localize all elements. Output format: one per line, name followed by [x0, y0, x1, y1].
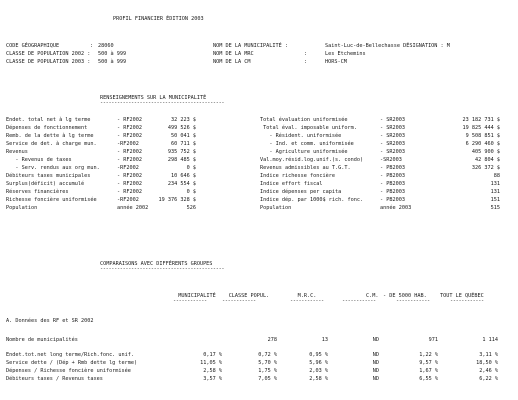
info-left-value: 10 646 $ — [171, 173, 196, 179]
info-left-value: 298 485 $ — [167, 157, 196, 163]
cm-sep: : — [304, 59, 308, 65]
info-right-label: Indice richesse foncière — [260, 173, 335, 179]
info-left-value: 50 041 $ — [171, 133, 196, 139]
info-right-value: 131 — [490, 189, 500, 195]
compare-row-label: Service dette / (Dép + Rmb dette lg terme) — [6, 360, 138, 366]
info-right-value: 151 — [490, 197, 500, 203]
mrc-value: Les Etchemins — [325, 51, 366, 57]
info-left-value: 32 223 $ — [171, 117, 196, 123]
info-left-source: année 2002 — [117, 205, 149, 211]
section-info-title: RENSEIGNEMENTS SUR LA MUNICIPALITÉ — [100, 95, 207, 101]
info-right-source: - PB2003 — [380, 189, 405, 195]
compare-row-value: ND — [372, 352, 379, 358]
info-left-value: 19 376 328 $ — [158, 197, 196, 203]
info-right-label: - Agriculture uniformisée — [260, 149, 348, 155]
compare-row-value: 1,67 % — [419, 368, 438, 374]
info-left-label: Service de det. à charge mun. — [6, 141, 97, 147]
info-left-source: -RF2002 — [117, 197, 139, 203]
class-2002-value: 500 à 999 — [98, 51, 127, 57]
info-left-label: Réserves financières — [6, 189, 69, 195]
col-underline-classe: ------------ — [222, 299, 256, 303]
info-left-value: 935 752 $ — [167, 149, 196, 155]
info-right-label: Indice effort fiscal — [260, 181, 323, 187]
section-compare-title: COMPARAISONS AVEC DIFFÉRENTS GROUPES — [100, 261, 213, 267]
info-left-source: - RF2002 — [117, 117, 142, 123]
code-geo-sep: : — [90, 43, 94, 49]
info-right-source: - PB2003 — [380, 165, 405, 171]
info-left-source: - RF2002 — [117, 181, 142, 187]
compare-row-value: 1,22 % — [419, 352, 438, 358]
count-value: 278 — [267, 337, 277, 343]
info-right-label: Population — [260, 205, 292, 211]
compare-row-value: 6,22 % — [479, 376, 498, 382]
info-right-source: -SR2003 — [380, 157, 402, 163]
info-left-label: Population — [6, 205, 38, 211]
info-right-source: - SR2003 — [380, 149, 405, 155]
info-right-value: 131 — [490, 181, 500, 187]
info-right-source: - PB2003 — [380, 173, 405, 179]
count-value: 13 — [321, 337, 328, 343]
col-underline-cm: ------------ — [342, 299, 376, 303]
info-right-value: 515 — [490, 205, 500, 211]
info-left-value: 499 526 $ — [167, 125, 196, 131]
compare-row-value: ND — [372, 376, 379, 382]
info-left-label: Débiteurs taxes municipales — [6, 173, 91, 179]
info-right-value: 88 — [493, 173, 500, 179]
compare-row-value: 0,95 % — [309, 352, 328, 358]
compare-row-value: 0,72 % — [258, 352, 277, 358]
compare-row-value: 0,17 % — [203, 352, 222, 358]
mrc-label: NOM DE LA MRC — [213, 51, 254, 57]
col-header-quebec: TOUT LE QUÉBEC — [440, 293, 484, 299]
info-left-source: - RF2002 — [117, 149, 142, 155]
info-right-source: - SR2003 — [380, 133, 405, 139]
mrc-sep: : — [304, 51, 308, 57]
info-right-value: 9 508 851 $ — [465, 133, 500, 139]
cm-label: NOM DE LA CM — [213, 59, 251, 65]
section-info-underline: -------------------------------------------- — [100, 101, 225, 105]
compare-row-value: 7,05 % — [258, 376, 277, 382]
col-underline-municipalite: ------------ — [173, 299, 207, 303]
info-left-label: Surplus(déficit) accumulé — [6, 181, 85, 187]
info-left-label: Endet. total net à lg terme — [6, 117, 91, 123]
info-right-label: Revenus admissibles au T.G.T. — [260, 165, 351, 171]
col-underline-quebec: ------------ — [450, 299, 484, 303]
compare-row-value: 2,58 % — [309, 376, 328, 382]
compare-row-label: Dépenses / Richesse foncière uniformisée — [6, 368, 131, 374]
info-right-value: 23 182 731 $ — [462, 117, 500, 123]
code-geo-value: 28060 — [98, 43, 114, 49]
info-right-value: 6 290 460 $ — [465, 141, 500, 147]
count-value: 1 114 — [482, 337, 498, 343]
info-right-value: 19 825 444 $ — [462, 125, 500, 131]
info-right-source: - SR2003 — [380, 125, 405, 131]
info-left-value: 0 $ — [186, 165, 196, 171]
municipality-label: NOM DE LA MUNICIPALITÉ : — [213, 43, 288, 49]
code-geo-label: CODE GÉOGRAPHIQUE — [6, 43, 60, 49]
info-right-source: - SR2003 — [380, 141, 405, 147]
compare-row-label: Endet.tot.net long terme/Rich.fonc. unif. — [6, 352, 135, 358]
info-left-label: - Revenus de taxes — [6, 157, 72, 163]
col-underline-hab: ------------ — [396, 299, 430, 303]
compare-row-value: 5,70 % — [258, 360, 277, 366]
col-header-cm: C.M. — [366, 293, 379, 299]
info-right-source: - PB2003 — [380, 181, 405, 187]
subsection-a-title: A. Données des RF et SR 2002 — [6, 318, 94, 324]
compare-row-value: ND — [372, 368, 379, 374]
info-left-value: 0 $ — [186, 189, 196, 195]
info-right-label: Total évaluation uniformisée — [260, 117, 348, 123]
compare-row-value: ND — [372, 360, 379, 366]
compare-row-value: 9,57 % — [419, 360, 438, 366]
page-title: PROFIL FINANCIER ÉDITION 2003 — [113, 16, 204, 22]
col-header-classe: CLASSE POPUL. — [228, 293, 270, 299]
class-2003-value: 500 à 999 — [98, 59, 127, 65]
info-left-source: -RF2002 — [117, 165, 139, 171]
info-left-source: - RF2002 — [117, 133, 142, 139]
info-left-label: Remb. de la dette à lg terme — [6, 133, 94, 139]
info-left-label: - Serv. rendus aux org mun. — [6, 165, 100, 171]
class-2003-label: CLASSE DE POPULATION 2003 : — [6, 59, 91, 65]
cm-value: HORS-CM — [325, 59, 347, 65]
municipality-value: Saint-Luc-de-Bellechasse DÉSIGNATION : M — [325, 43, 450, 49]
count-value: 971 — [428, 337, 438, 343]
info-right-label: Total éval. imposable uniform. — [260, 125, 357, 131]
info-right-label: Indice dép. par 1000$ rich. fonc. — [260, 197, 364, 203]
compare-row-label: Débiteurs taxes / Revenus taxes — [6, 376, 103, 382]
info-right-label: - Ind. et comm. uniformisée — [260, 141, 354, 147]
info-left-value: 526 — [186, 205, 196, 211]
count-value: ND — [372, 337, 379, 343]
info-right-label: Val.moy.résid.log.unif.(s. condo) — [260, 157, 364, 163]
compare-row-value: 6,55 % — [419, 376, 438, 382]
compare-row-value: 5,96 % — [309, 360, 328, 366]
info-left-value: 60 711 $ — [171, 141, 196, 147]
class-2002-label: CLASSE DE POPULATION 2002 : — [6, 51, 91, 57]
info-right-value: 405 900 $ — [471, 149, 500, 155]
compare-row-value: 3,11 % — [479, 352, 498, 358]
section-compare-underline: -------------------------------------------- — [100, 267, 225, 271]
info-left-label: Dépenses de fonctionnement — [6, 125, 88, 131]
info-left-source: -RF2002 — [117, 141, 139, 147]
compare-row-value: 11,05 % — [200, 360, 222, 366]
info-left-source: - RF2002 — [117, 157, 142, 163]
compare-row-value: 3,57 % — [203, 376, 222, 382]
info-right-source: année 2003 — [380, 205, 412, 211]
info-left-label: Richesse foncière uniformisée — [6, 197, 97, 203]
info-right-value: 42 804 $ — [475, 157, 500, 163]
info-left-label: Revenus — [6, 149, 28, 155]
count-label: Nombre de municipalités — [6, 337, 78, 343]
info-right-label: - Résident. uniformisée — [260, 133, 342, 139]
info-left-value: 234 554 $ — [167, 181, 196, 187]
info-left-source: - RF2002 — [117, 173, 142, 179]
info-right-source: - SR2003 — [380, 117, 405, 123]
compare-row-value: 2,58 % — [203, 368, 222, 374]
info-right-label: Indice dépenses per capita — [260, 189, 342, 195]
col-header-municipalite: MUNICIPALITÉ — [178, 293, 216, 299]
info-left-source: - RF2002 — [117, 125, 142, 131]
info-left-source: - RF2002 — [117, 189, 142, 195]
compare-row-value: 1,75 % — [258, 368, 277, 374]
info-right-source: - PB2003 — [380, 197, 405, 203]
col-header-hab: - DE 5000 HAB. — [383, 293, 427, 299]
info-right-value: 326 372 $ — [471, 165, 500, 171]
compare-row-value: 18,50 % — [476, 360, 498, 366]
compare-row-value: 2,03 % — [309, 368, 328, 374]
compare-row-value: 2,46 % — [479, 368, 498, 374]
col-underline-mrc: ------------ — [290, 299, 324, 303]
col-header-mrc: M.R.C. — [297, 293, 317, 299]
